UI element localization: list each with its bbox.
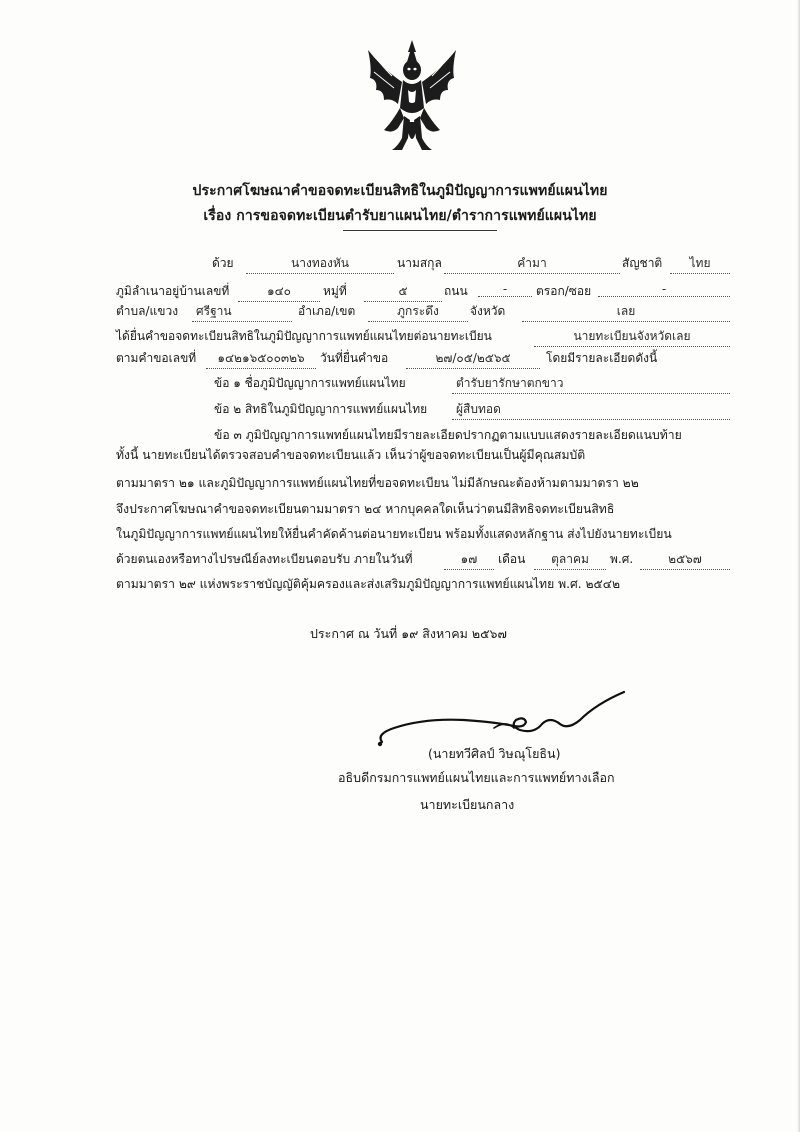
- moo-number: ๕: [364, 282, 442, 302]
- deadline-day: ๑๗: [444, 550, 494, 570]
- address-label: ภูมิลำเนาอยู่บ้านเลขที่: [116, 284, 230, 298]
- body-line-6: ตามมาตรา ๒๙ แห่งพระราชบัญญัติคุ้มครองและส่งเสริมภูมิปัญญาการแพทย์แผนไทย พ.ศ. ๒๕๔๒: [116, 577, 620, 591]
- request-no-label: ตามคำขอเลขที่: [116, 351, 197, 365]
- deadline-year: ๒๕๖๗: [640, 550, 730, 570]
- deadline-month: ตุลาคม: [534, 550, 606, 570]
- signatory-name: (นายทวีศิลป์ วิษณุโยธิน): [428, 746, 561, 761]
- district-label: อำเภอ/เขต: [298, 304, 356, 318]
- subdistrict-value: ศรีฐาน: [192, 302, 292, 322]
- body-line-2: ตามมาตรา ๒๑ และภูมิปัญญาการแพทย์แผนไทยที่ขอจดทะเบียน ไม่มีลักษณะต้องห้ามตามมาตรา ๒๒: [116, 476, 639, 490]
- title-underline: [343, 230, 497, 231]
- signatory-position: อธิบดีกรมการแพทย์แผนไทยและการแพทย์ทางเลือก: [338, 770, 615, 785]
- lane-label: ตรอก/ซอย: [536, 284, 592, 298]
- applicant-name: นางทองหัน: [246, 254, 394, 274]
- item-1-value: ตำรับยารักษาตกขาว: [452, 374, 730, 394]
- document-subject: เรื่อง การขอจดทะเบียนตำรับยาแผนไทย/ตำราการแพทย์แผนไทย: [203, 208, 597, 224]
- signatory-role: นายทะเบียนกลาง: [420, 797, 515, 812]
- item-2-label: ข้อ ๒ สิทธิในภูมิปัญญาการแพทย์แผนไทย: [214, 402, 428, 416]
- body-line-5: ด้วยตนเองหรือทางไปรษณีย์ลงทะเบียนตอบรับ ภายในวันที่: [116, 552, 413, 566]
- road-value: -: [478, 282, 532, 297]
- house-number: ๑๔๐: [238, 282, 320, 302]
- handwritten-signature: [374, 680, 630, 752]
- month-label: เดือน: [498, 552, 526, 566]
- filed-label: ได้ยื่นคำขอจดทะเบียนสิทธิในภูมิปัญญาการแพทย์แผนไทยต่อนายทะเบียน: [116, 329, 492, 343]
- item-2-value: ผู้สืบทอด: [452, 400, 730, 420]
- body-line-1: ทั้งนี้ นายทะเบียนได้ตรวจสอบคำขอจดทะเบียนแล้ว เห็นว่าผู้ขอจดทะเบียนเป็นผู้มีคุณสมบัติ: [116, 448, 586, 462]
- nationality-label: สัญชาติ: [622, 256, 663, 270]
- province-label: จังหวัด: [470, 304, 506, 318]
- moo-label: หมู่ที่: [323, 284, 347, 298]
- registrar-value: นายทะเบียนจังหวัดเลย: [534, 327, 730, 347]
- item-1-label: ข้อ ๑ ชื่อภูมิปัญญาการแพทย์แผนไทย: [214, 376, 406, 390]
- filed-date: ๒๗/๐๕/๒๕๖๕: [406, 349, 540, 369]
- filed-date-label: วันที่ยื่นคำขอ: [320, 351, 389, 365]
- document-title: ประกาศโฆษณาคำขอจดทะเบียนสิทธิในภูมิปัญญาการแพทย์แผนไทย: [192, 183, 608, 199]
- details-label: โดยมีรายละเอียดดังนี้: [546, 351, 658, 365]
- garuda-emblem: [362, 38, 462, 160]
- applicant-nationality: ไทย: [670, 254, 730, 274]
- announcement-date: ประกาศ ณ วันที่ ๑๙ สิงหาคม ๒๕๖๗: [310, 626, 507, 641]
- item-3-text: ข้อ ๓ ภูมิปัญญาการแพทย์แผนไทยมีรายละเอียดปรากฏตามแบบแสดงรายละเอียดแนบท้าย: [214, 428, 682, 442]
- by-label: ด้วย: [212, 256, 234, 270]
- request-number: ๑๔๒๑๖๕๐๐๓๒๖: [206, 349, 316, 369]
- be-label: พ.ศ.: [610, 552, 634, 566]
- body-line-3: จึงประกาศโฆษณาคำขอจดทะเบียนตามมาตรา ๒๔ หากบุคคลใดเห็นว่าตนมีสิทธิจดทะเบียนสิทธิ: [116, 502, 615, 516]
- subdistrict-label: ตำบล/แขวง: [116, 304, 179, 318]
- lane-value: -: [598, 282, 730, 297]
- applicant-surname: คำมา: [444, 254, 620, 274]
- district-value: ภูกระดึง: [368, 302, 468, 322]
- body-line-4: ในภูมิปัญญาการแพทย์แผนไทยให้ยื่นคำคัดค้านต่อนายทะเบียน พร้อมทั้งแสดงหลักฐาน ส่งไปยังนายทะเบียน: [116, 527, 672, 541]
- surname-label: นามสกุล: [397, 256, 442, 270]
- road-label: ถนน: [444, 284, 468, 298]
- province-value: เลย: [522, 302, 730, 322]
